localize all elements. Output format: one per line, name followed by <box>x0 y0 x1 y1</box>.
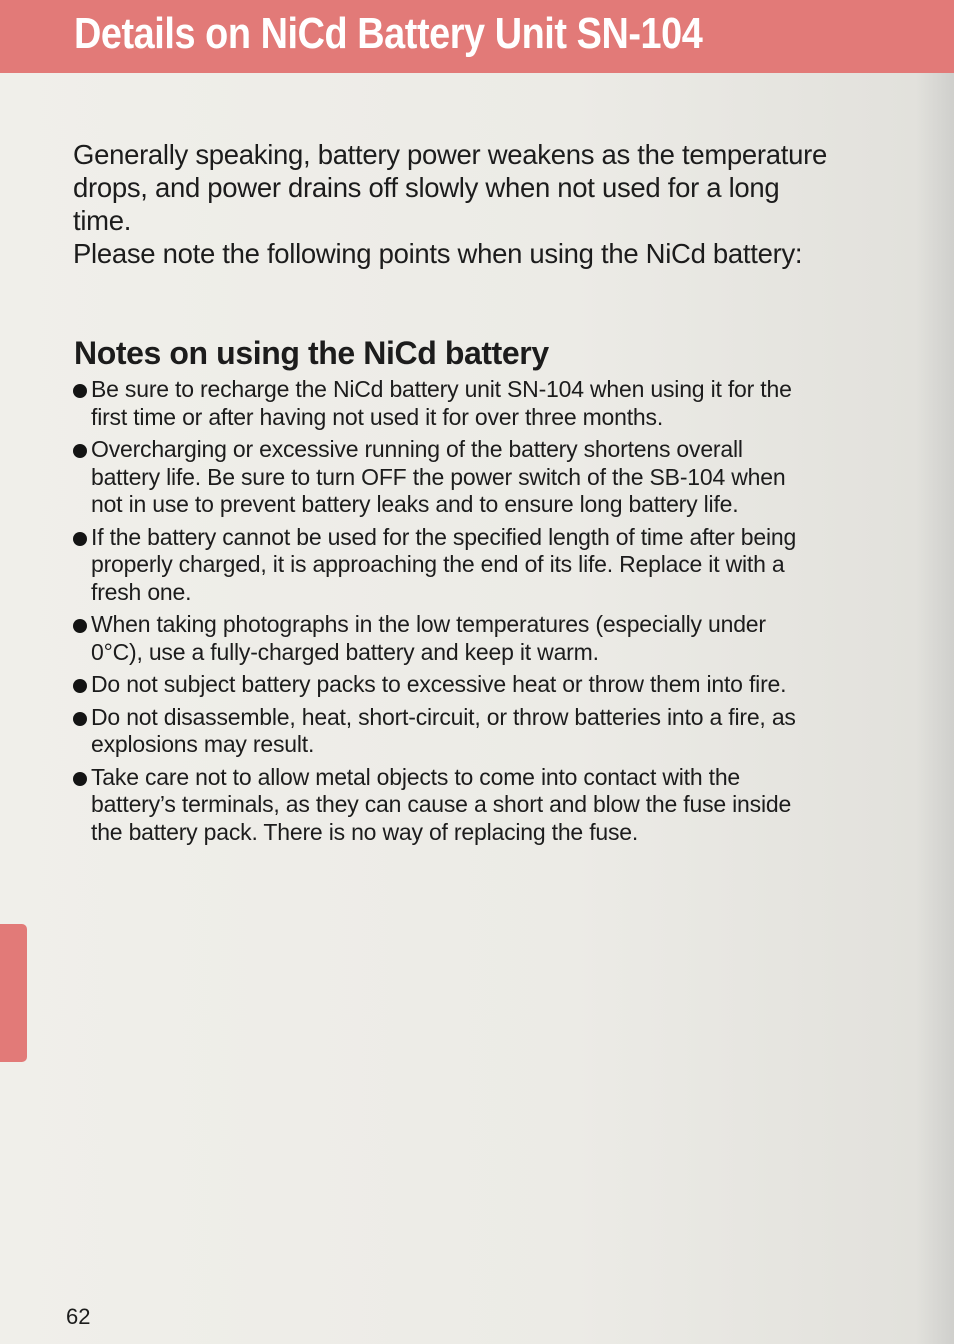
note-item <box>72 671 812 699</box>
note-item <box>72 436 812 519</box>
note-text: If the battery cannot be used for the specified length of time after being properly charged, it is approaching the end of its life. Replace it with a fresh one. <box>91 523 797 605</box>
bullet-icon <box>73 772 87 786</box>
header-band <box>0 0 954 73</box>
note-text: Do not disassemble, heat, short-circuit, or throw batteries into a fire, as explosions may result. <box>91 703 796 757</box>
note-text: Overcharging or excessive running of the battery shortens overall battery life. Be sure to turn OFF the power switch of the SB-104 when not in use to prevent battery leaks and to ensure long battery life. <box>91 436 786 517</box>
page-number: 62 <box>66 1304 91 1329</box>
note-item <box>72 704 812 759</box>
bullet-icon <box>73 532 87 546</box>
note-item <box>72 611 812 666</box>
note-text: Do not subject battery packs to excessive heat or throw them into fire. <box>91 671 787 697</box>
notes-list <box>72 376 812 851</box>
note-item <box>72 524 812 607</box>
note-item <box>72 376 812 431</box>
bullet-icon <box>73 712 87 726</box>
note-text: When taking photographs in the low temperatures (especially under 0°C), use a fully-charged battery and keep it warm. <box>91 611 766 665</box>
notes-heading: Notes on using the NiCd battery <box>74 335 549 371</box>
bullet-icon <box>73 619 87 633</box>
intro-paragraph: Generally speaking, battery power weakens as the temperature drops, and power drains off slowly when not used for a long time. <box>73 139 827 236</box>
bullet-icon <box>73 444 87 458</box>
note-text: Be sure to recharge the NiCd battery unit SN-104 when using it for the first time or after having not used it for over three months. <box>91 376 792 430</box>
intro-text <box>73 138 833 270</box>
bullet-icon <box>73 679 87 693</box>
note-item <box>72 764 812 847</box>
bullet-icon <box>73 384 87 398</box>
page-title: Details on NiCd Battery Unit SN-104 <box>74 9 703 58</box>
note-text: Take care not to allow metal objects to come into contact with the battery’s terminals, as they can cause a short and blow the fuse inside the battery pack. There is no way of replacing the fuse. <box>91 763 792 845</box>
intro-paragraph: Please note the following points when using the NiCd battery: <box>73 238 803 269</box>
section-tab-marker <box>0 924 27 1062</box>
